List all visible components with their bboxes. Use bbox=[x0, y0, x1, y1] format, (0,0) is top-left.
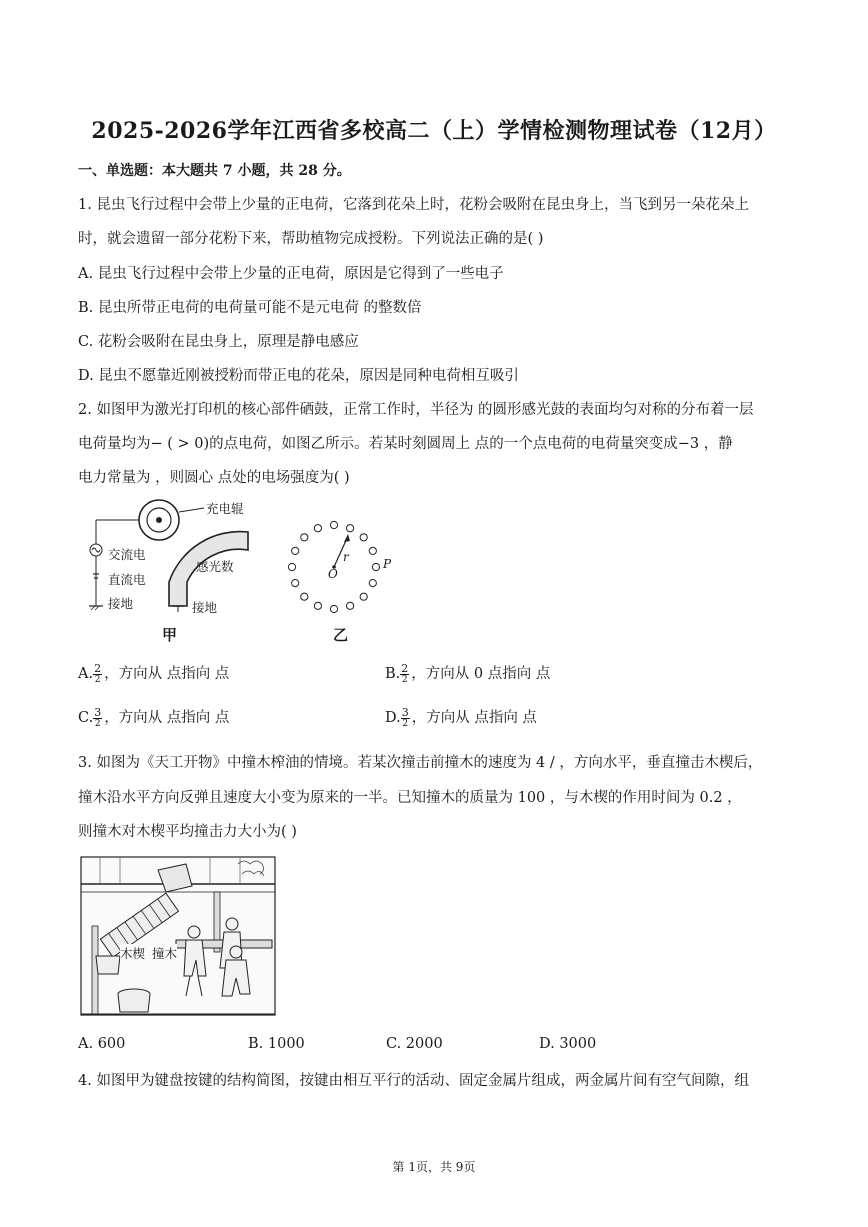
point-charge bbox=[330, 521, 337, 528]
point-charge bbox=[360, 534, 367, 541]
point-charge bbox=[369, 580, 376, 587]
q1-option-d: D. 昆虫不愿靠近刚被授粉而带正电的花朵，原因是同种电荷相互吸引 bbox=[78, 368, 519, 384]
q2-option-c: C. $\frac{3}{2}$ ，方向从 点指向 点 bbox=[78, 705, 230, 729]
point-charge bbox=[347, 525, 354, 532]
q2-stem-line2: 电荷量均为− ( > 0)的点电荷，如图乙所示。若某时刻圆周上 点的一个点电荷的电荷量突变成−3 ，静 bbox=[78, 436, 733, 452]
q1-stem-line2: 时，就会遗留一部分花粉下来，帮助植物完成授粉。下列说法正确的是( ) bbox=[78, 231, 544, 247]
label-dc: 直流电 bbox=[108, 572, 146, 587]
figure-label-yi: 乙 bbox=[333, 626, 349, 644]
q2-stem-line3: 电力常量为 ，则圆心 点处的电场强度为( ) bbox=[78, 470, 350, 486]
point-charge bbox=[301, 593, 308, 600]
q3-option-d: D. 3000 bbox=[539, 1036, 597, 1052]
q3-option-c: C. 2000 bbox=[386, 1036, 443, 1052]
q1-stem-line1: 1. 昆虫飞行过程中会带上少量的正电荷，它落到花朵上时，花粉会吸附在昆虫身上，当飞到另一朵花朵上 bbox=[78, 197, 749, 213]
q2-option-d: D. $\frac{3}{2}$ ，方向从 点指向 点 bbox=[385, 705, 537, 729]
point-charge bbox=[292, 547, 299, 554]
point-charge bbox=[292, 580, 299, 587]
q1-option-b: B. 昆虫所带正电荷的电荷量可能不是元电荷 的整数倍 bbox=[78, 300, 422, 316]
q3-option-b: B. 1000 bbox=[248, 1036, 305, 1052]
point-charge bbox=[301, 534, 308, 541]
page-footer: 第 1页，共 9页 bbox=[392, 1160, 476, 1174]
label-ac: 交流电 bbox=[108, 547, 146, 562]
point-charge bbox=[314, 602, 321, 609]
point-charge bbox=[330, 605, 337, 612]
point-charge bbox=[369, 547, 376, 554]
label-p: P bbox=[383, 557, 392, 571]
section-heading: 一、单选题：本大题共 7 小题，共 28 分。 bbox=[78, 163, 351, 179]
q1-option-c: C. 花粉会吸附在昆虫身上，原理是静电感应 bbox=[78, 334, 359, 350]
label-drum: 感光数 bbox=[196, 559, 234, 574]
q3-option-a: A. 600 bbox=[78, 1036, 126, 1052]
label-ram: 撞木 bbox=[152, 946, 178, 961]
q2-option-a: A. $\frac{2}{2}$ ，方向从 点指向 点 bbox=[78, 661, 230, 685]
point-charge bbox=[347, 602, 354, 609]
point-charge bbox=[372, 563, 379, 570]
label-ground-2: 接地 bbox=[192, 600, 218, 615]
page-title: 2025-2026学年江西省多校高二（上）学情检测物理试卷（12月） bbox=[91, 118, 777, 144]
label-wedge: 木楔 bbox=[120, 946, 146, 961]
label-r: r bbox=[343, 550, 349, 564]
q3-stem-line1: 3. 如图为《天工开物》中撞木榨油的情境。若某次撞击前撞木的速度为 4 / ，方向水平，垂直撞击木楔后， bbox=[78, 755, 763, 771]
point-charge bbox=[314, 525, 321, 532]
figure-oil-press-illustration bbox=[80, 856, 276, 1016]
label-charge-roller: 充电辊 bbox=[206, 501, 244, 516]
q3-stem-line2: 撞木沿水平方向反弹且速度大小变为原来的一半。已知撞木的质量为 100 ，与木楔的作用时间为 0.2 ， bbox=[78, 790, 742, 806]
q4-stem-line1: 4. 如图甲为键盘按键的结构简图，按键由相互平行的活动、固定金属片组成，两金属片间有空气间隙，组 bbox=[78, 1073, 749, 1089]
point-charge bbox=[360, 593, 367, 600]
q1-option-a: A. 昆虫飞行过程中会带上少量的正电荷，原因是它得到了一些电子 bbox=[78, 266, 504, 282]
point-charge bbox=[288, 563, 295, 570]
figure-label-jia: 甲 bbox=[162, 626, 178, 644]
q2-stem-line1: 2. 如图甲为激光打印机的核心部件硒鼓，正常工作时，半径为 的圆形感光鼓的表面均匀对称的分布着一层 bbox=[78, 402, 754, 418]
label-o: O bbox=[328, 567, 338, 581]
label-ground-1: 接地 bbox=[108, 596, 134, 611]
q3-stem-line3: 则撞木对木楔平均撞击力大小为( ) bbox=[78, 824, 297, 840]
q2-option-b: B. $\frac{2}{2}$ ，方向从 0 点指向 点 bbox=[385, 661, 551, 685]
